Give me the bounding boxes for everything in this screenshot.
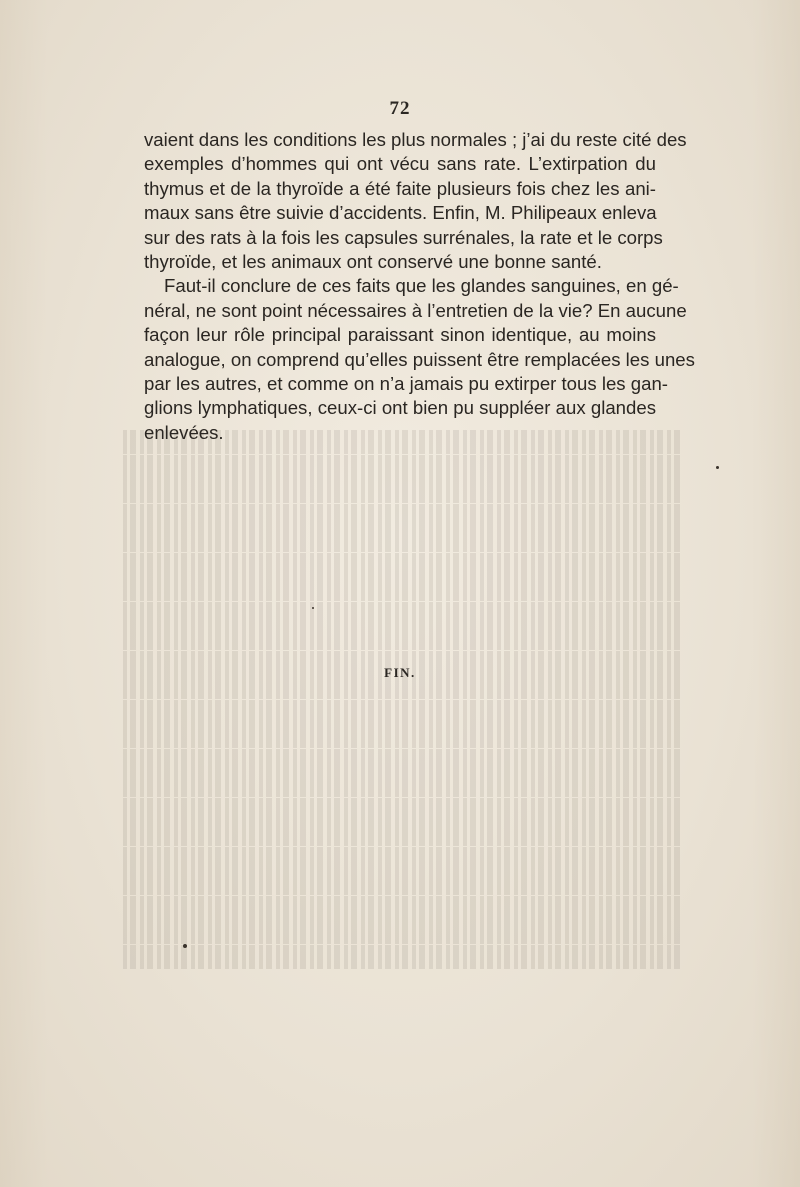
- text-line: analogue, on comprend qu’elles puissent être remplacées les unes: [144, 348, 695, 370]
- text-line: sur des rats à la fois les capsules surrénales, la rate et le corps: [144, 226, 663, 248]
- ink-speck: [183, 944, 187, 948]
- text-line: enlevées.: [144, 421, 224, 443]
- text-line: thyroïde, et les animaux ont conservé une bonne santé.: [144, 250, 602, 272]
- text-line: vaient dans les conditions les plus normales ; j’ai du reste cité des: [144, 129, 687, 150]
- page-number: 72: [389, 98, 411, 119]
- text-line: Faut-il conclure de ces faits que les glandes sanguines, en gé-: [164, 275, 679, 297]
- end-mark: FIN.: [384, 665, 416, 680]
- body-text: [144, 128, 695, 445]
- text-line: thymus et de la thyroïde a été faite plusieurs fois chez les ani-: [144, 177, 656, 199]
- text-line: glions lymphatiques, ceux-ci ont bien pu suppléer aux glandes: [144, 397, 656, 419]
- show-through-text: [120, 430, 680, 990]
- text-line: façon leur rôle principal paraissant sinon identique, au moins: [144, 324, 656, 346]
- ink-speck: [312, 607, 314, 609]
- ink-speck: [716, 466, 719, 469]
- text-line: exemples d’hommes qui ont vécu sans rate. L’extirpation du: [144, 153, 656, 175]
- text-line: néral, ne sont point nécessaires à l’entretien de la vie? En aucune: [144, 299, 687, 321]
- text-line: maux sans être suivie d’accidents. Enfin, M. Philipeaux enleva: [144, 202, 657, 224]
- text-line: par les autres, et comme on n’a jamais pu extirper tous les gan-: [144, 372, 668, 394]
